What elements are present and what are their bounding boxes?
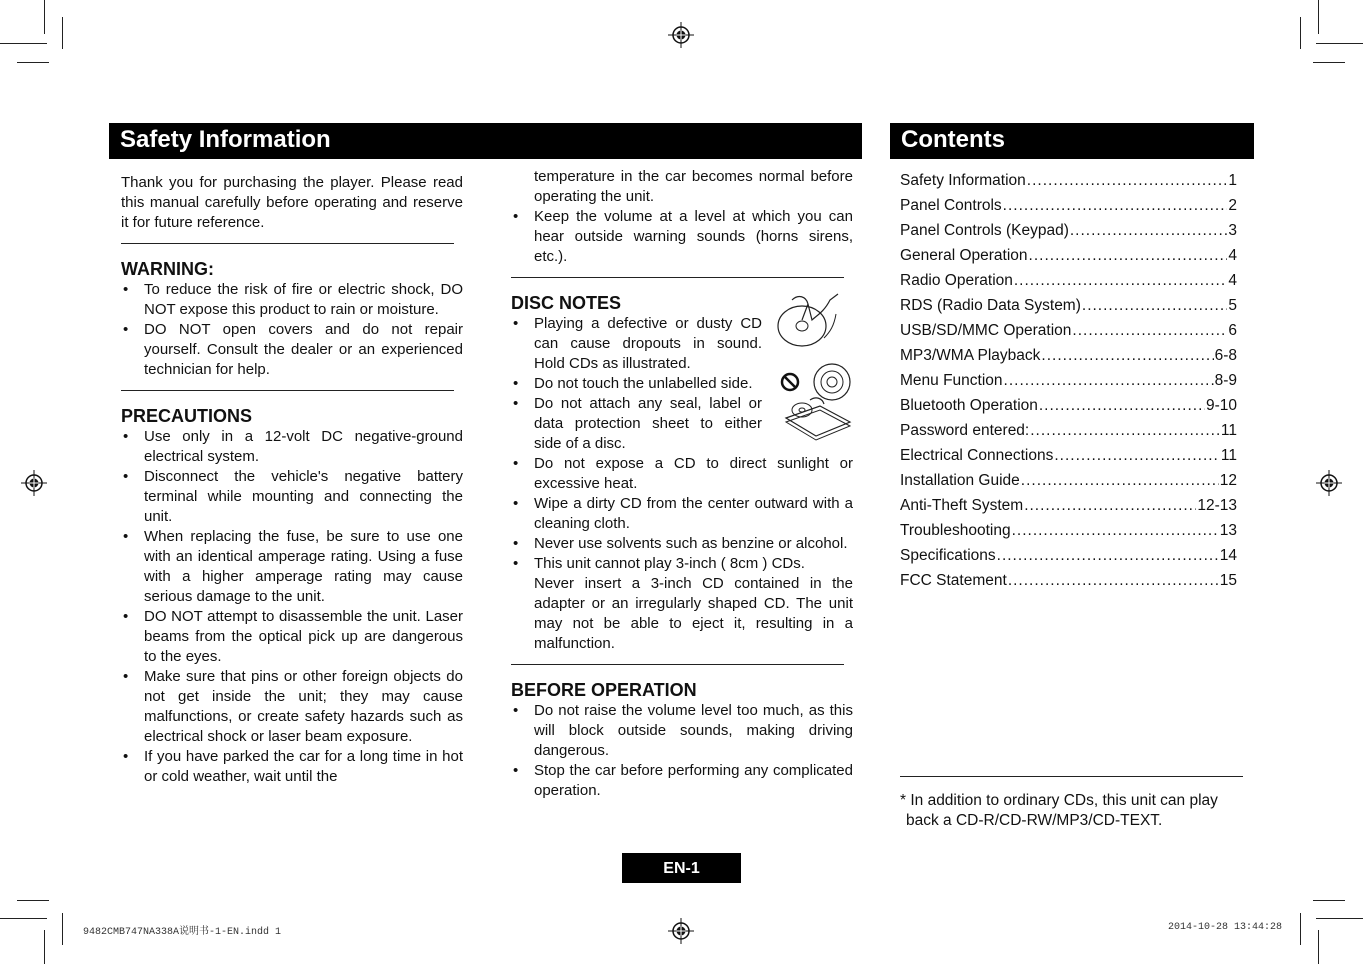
list-item: • Keep the volume at a level at which you can hear outside warning sounds (horns sirens, etc.). xyxy=(511,207,853,267)
list-item: • DO NOT open covers and do not repair yourself. Consult the dealer or an experienced technician for help. xyxy=(121,320,463,380)
warning-list xyxy=(121,280,463,380)
crop-mark xyxy=(0,43,47,44)
precautions-heading: PRECAUTIONS xyxy=(121,406,253,426)
list-item: • Disconnect the vehicle's negative battery terminal while mounting and connecting the unit. xyxy=(121,467,463,527)
warning-heading: WARNING: xyxy=(121,259,214,279)
crop-mark xyxy=(62,913,63,945)
list-item: • DO NOT attempt to disassemble the unit. Laser beams from the optical pick up are dangerous to the eyes. xyxy=(121,607,463,667)
disc-notes-heading: DISC NOTES xyxy=(511,293,622,313)
crop-mark xyxy=(1316,918,1363,919)
registration-mark-icon xyxy=(21,470,47,496)
crop-mark xyxy=(1300,17,1301,49)
list-item: • Stop the car before performing any complicated operation. xyxy=(511,761,853,801)
list-item: • If you have parked the car for a long time in hot or cold weather, wait until the xyxy=(121,747,463,787)
crop-mark xyxy=(1318,0,1319,34)
disc-3inch-line: • This unit cannot play 3-inch ( 8cm ) CDs. xyxy=(534,555,805,572)
toc-entry[interactable]: USB/SD/MMC Operation ..... 6 xyxy=(900,316,1237,341)
precautions-list xyxy=(121,427,463,787)
contents-title: Contents xyxy=(901,126,1005,153)
divider xyxy=(121,390,454,391)
list-item: • When replacing the fuse, be sure to use one with an identical amperage rating. Using a fuse with a higher amperage rating may cause serious damage to the unit. xyxy=(121,527,463,607)
toc-entry[interactable]: Troubleshooting ..... 13 xyxy=(900,516,1237,541)
footnote: * In addition to ordinary CDs, this unit can play back a CD-R/CD-RW/MP3/CD-TEXT. xyxy=(900,792,1218,829)
hold-cd-illustration-icon xyxy=(772,290,844,352)
toc-entry[interactable]: RDS (Radio Data System) ..... 5 xyxy=(900,291,1237,316)
list-item: • Never use solvents such as benzine or alcohol. xyxy=(511,534,853,554)
footnote-divider xyxy=(900,776,1243,777)
divider xyxy=(511,277,844,278)
disc-3inch-rest: Never insert a 3-inch CD contained in the adapter or an irregularly shaped CD. The unit may not be able to eject it, resulting in a malfunction. xyxy=(534,575,853,652)
crop-mark xyxy=(1318,930,1319,964)
safety-column-right xyxy=(511,167,853,801)
slug-timestamp: 2014-10-28 13:44:28 xyxy=(1168,922,1283,933)
registration-mark-icon xyxy=(1316,470,1342,496)
list-item: • Do not attach any seal, label or data protection sheet to either side of a disc. xyxy=(511,394,762,454)
safety-title-bar xyxy=(109,123,862,159)
crop-mark xyxy=(0,918,47,919)
before-operation-heading: BEFORE OPERATION xyxy=(511,680,697,700)
toc-entry[interactable]: General Operation ..... 4 xyxy=(900,241,1237,266)
toc-entry[interactable]: Panel Controls (Keypad) ..... 3 xyxy=(900,216,1237,241)
crop-mark xyxy=(17,900,49,901)
list-item: • Use only in a 12-volt DC negative-ground electrical system. xyxy=(121,427,463,467)
toc-entry[interactable]: MP3/WMA Playback ..... 6-8 xyxy=(900,341,1237,366)
crop-mark xyxy=(1300,913,1301,945)
crop-mark xyxy=(17,62,49,63)
toc-entry[interactable]: Password entered: ..... 11 xyxy=(900,416,1237,441)
divider xyxy=(511,664,844,665)
toc-entry[interactable]: Bluetooth Operation ..... 9-10 xyxy=(900,391,1237,416)
toc-entry[interactable]: Menu Function ..... 8-9 xyxy=(900,366,1237,391)
toc-entry[interactable]: Radio Operation ..... 4 xyxy=(900,266,1237,291)
volume-list xyxy=(511,207,853,267)
list-item: • Wipe a dirty CD from the center outward with a cleaning cloth. xyxy=(511,494,853,534)
slug-file-info: 9482CMB747NA338A说明书-1-EN.indd 1 xyxy=(83,927,282,938)
crop-mark xyxy=(1316,43,1363,44)
list-item: • To reduce the risk of fire or electric shock, DO NOT expose this product to rain or moisture. xyxy=(121,280,463,320)
crop-mark xyxy=(44,930,45,964)
safety-column-left xyxy=(121,173,463,787)
registration-mark-icon xyxy=(668,22,694,48)
list-item: • Playing a defective or dusty CD can cause dropouts in sound. Hold CDs as illustrated. xyxy=(511,314,762,374)
list-item xyxy=(511,554,853,654)
crop-mark xyxy=(1313,62,1345,63)
intro-text: Thank you for purchasing the player. Please read this manual carefully before operating and reserve it for future reference. xyxy=(121,174,463,231)
toc-entry[interactable]: Safety Information ..... 1 xyxy=(900,166,1237,191)
toc-entry[interactable]: Specifications ..... 14 xyxy=(900,541,1237,566)
contents-list xyxy=(900,166,1237,591)
crop-mark xyxy=(1313,900,1345,901)
toc-entry[interactable]: Panel Controls ..... 2 xyxy=(900,191,1237,216)
list-item: • Make sure that pins or other foreign objects do not get inside the unit; they may cause malfunctions, or create safety hazards such as electrical shock or laser beam exposure. xyxy=(121,667,463,747)
divider xyxy=(121,243,454,244)
list-item: • Do not expose a CD to direct sunlight or excessive heat. xyxy=(511,454,853,494)
registration-mark-icon xyxy=(668,918,694,944)
toc-entry[interactable]: Anti-Theft System ..... 12-13 xyxy=(900,491,1237,516)
list-item: • Do not touch the unlabelled side. xyxy=(511,374,762,394)
toc-entry[interactable]: Electrical Connections ..... 11 xyxy=(900,441,1237,466)
list-item: • Do not raise the volume level too much, as this will block outside sounds, making driving dangerous. xyxy=(511,701,853,761)
toc-entry[interactable]: FCC Statement ..... 15 xyxy=(900,566,1237,591)
toc-entry[interactable]: Installation Guide ..... 12 xyxy=(900,466,1237,491)
page-number: EN-1 xyxy=(622,853,741,883)
cd-handling-illustration-icon xyxy=(776,360,856,442)
crop-mark xyxy=(62,17,63,49)
crop-mark xyxy=(44,0,45,34)
contents-title-bar xyxy=(890,123,1254,159)
safety-title: Safety Information xyxy=(120,126,331,153)
continued-text: temperature in the car becomes normal before operating the unit. xyxy=(534,168,853,205)
before-operation-list xyxy=(511,701,853,801)
